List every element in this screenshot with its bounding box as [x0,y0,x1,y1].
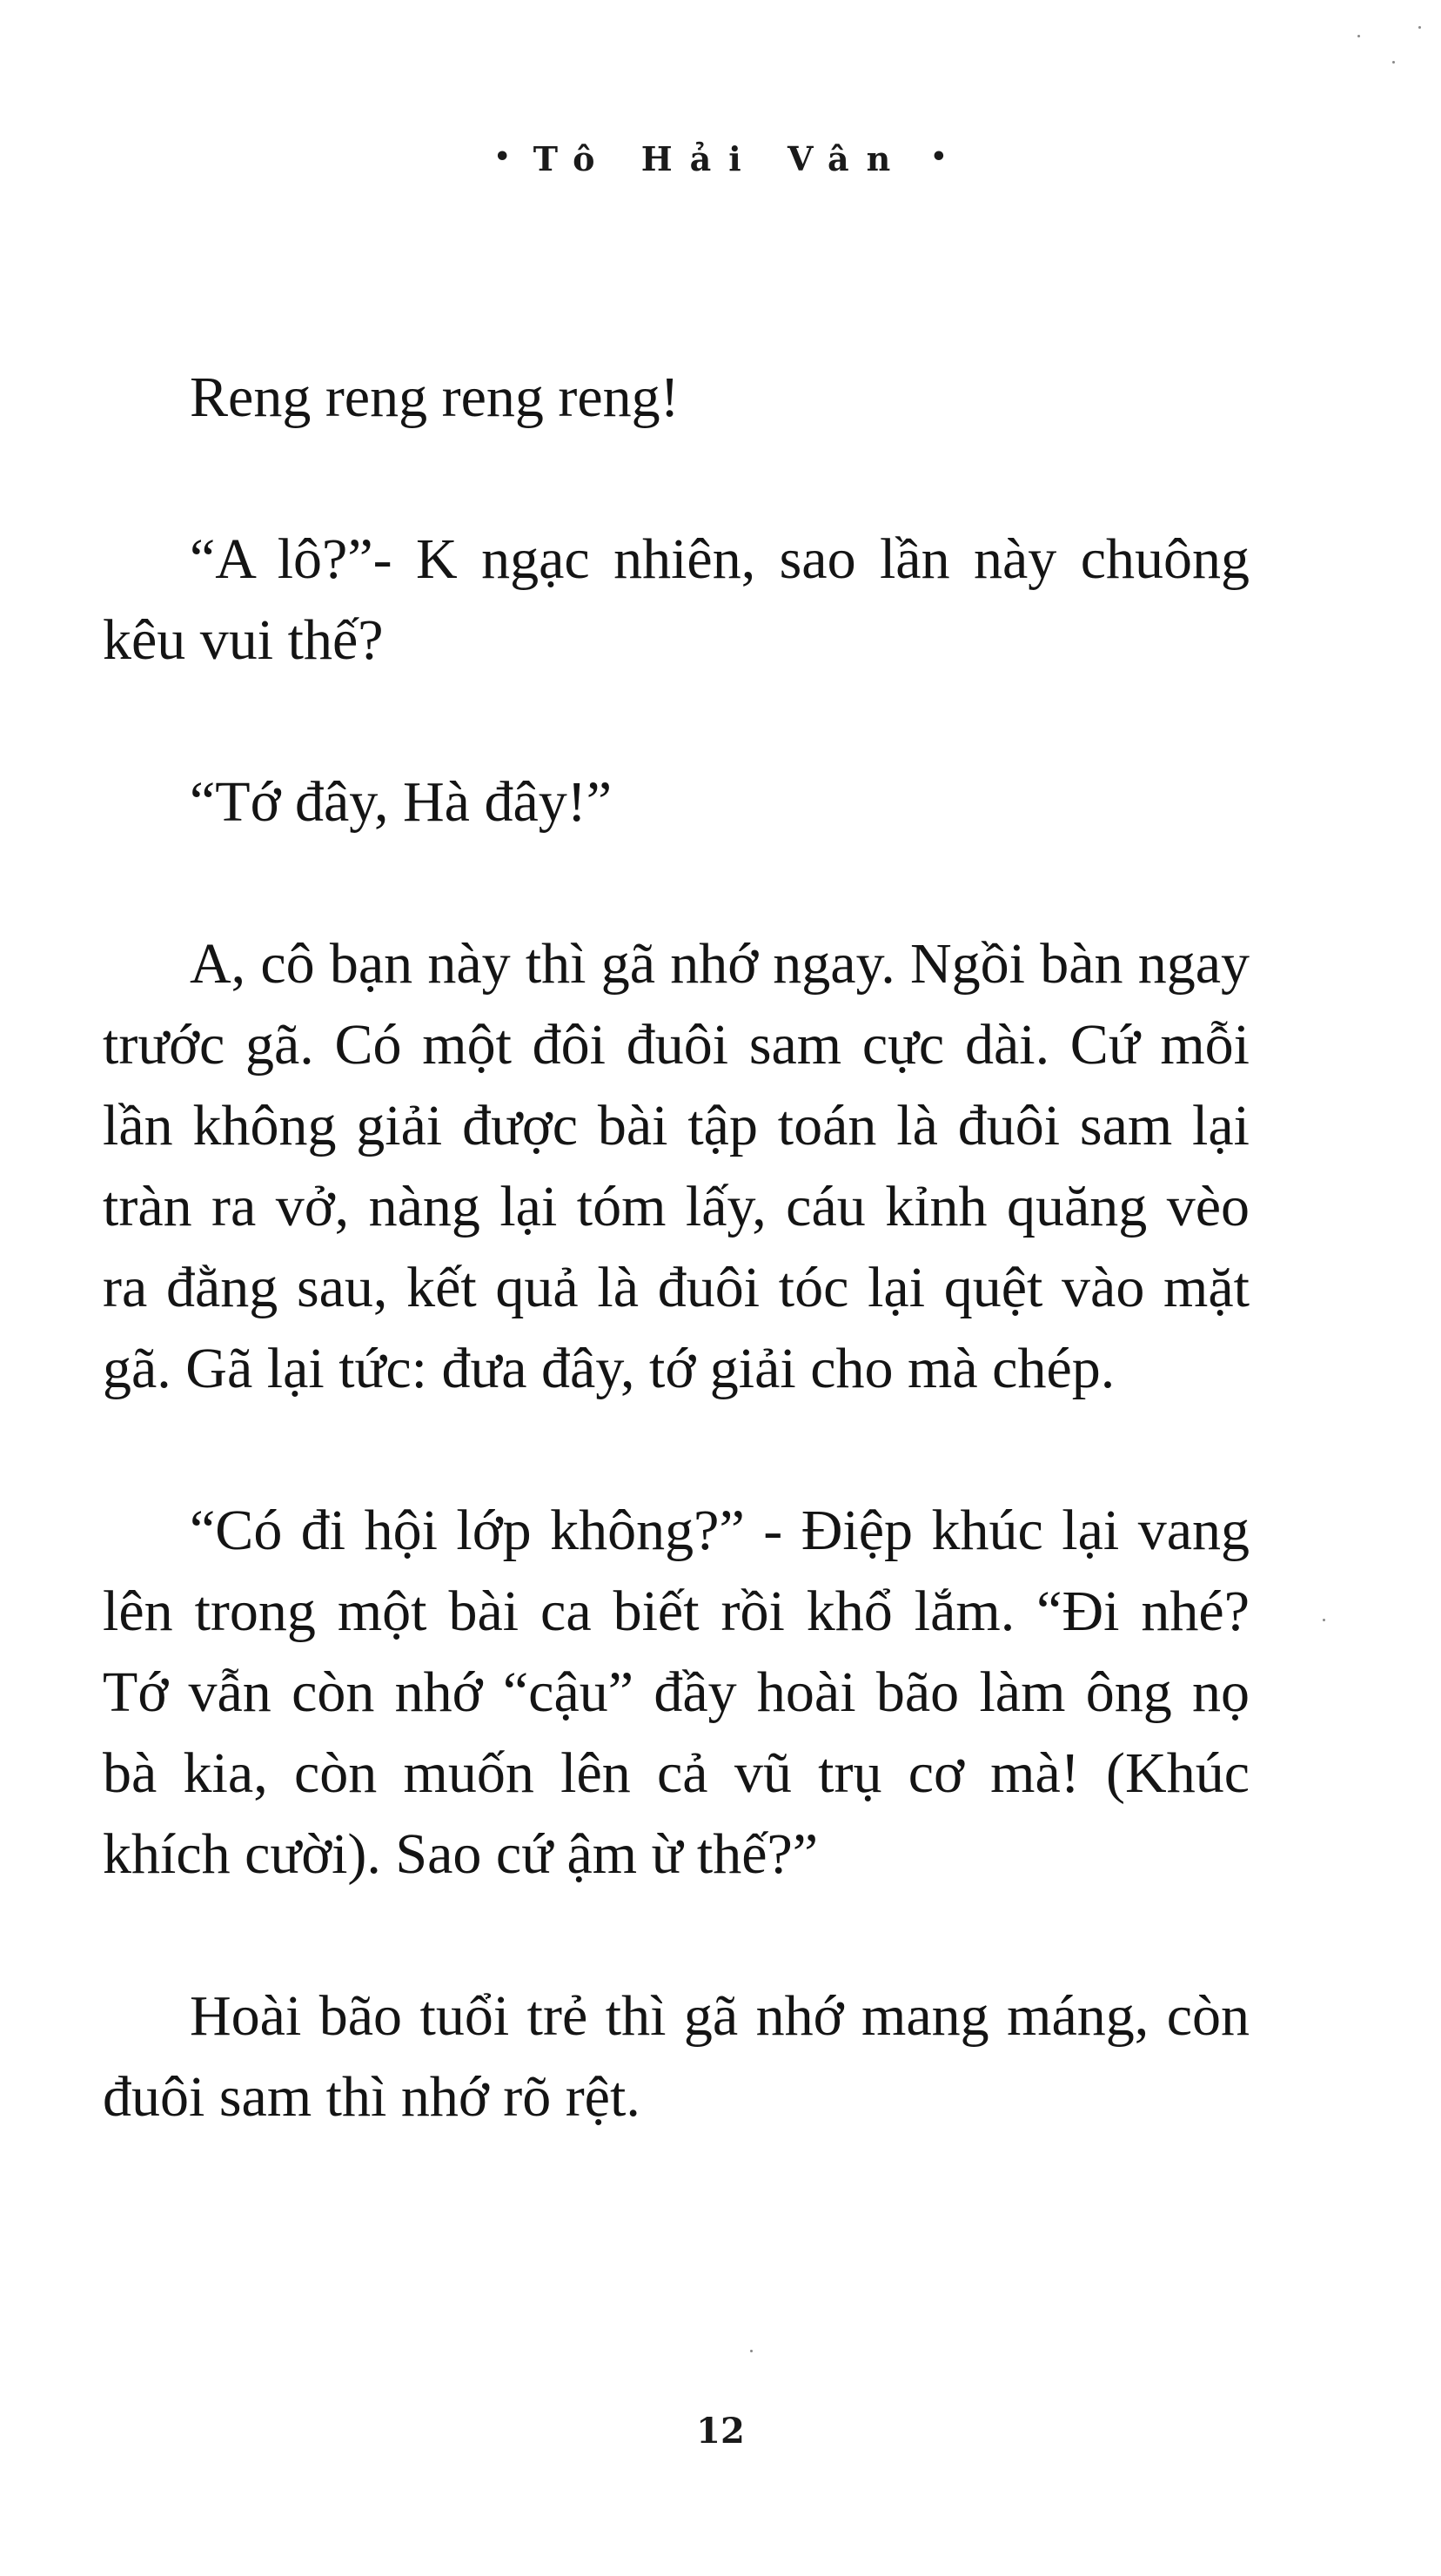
scan-speck [1418,26,1421,29]
scan-speck [750,2350,753,2352]
scan-speck [1357,35,1360,37]
paragraph-2: “A lô?”- K ngạc nhiên, sao lần này chuông kêu vui thế? [103,527,1250,672]
header-bullet-left: • [493,142,511,172]
author-name: Tô Hải Vân [533,139,908,178]
page-number: 12 [696,2411,745,2452]
paragraph-6: Hoài bão tuổi trẻ thì gã nhớ mang máng, còn đuôi sam thì nhớ rõ rệt. [103,1984,1250,2129]
paragraph-1: Reng reng reng reng! [190,366,680,429]
scan-speck [1323,1619,1325,1621]
paragraph-5: “Có đi hội lớp không?” - Điệp khúc lại vang lên trong một bài ca biết rồi khổ lắm. “Đi nhé? Tớ vẫn còn nhớ “cậu” đầy hoài bão làm ông nọ bà kia, còn muốn lên cả vũ trụ cơ mà! (Khúc khích cười). Sao cứ ậm ừ thế?” [103,1499,1250,1886]
paragraph-4: A, cô bạn này thì gã nhớ ngay. Ngồi bàn ngay trước gã. Có một đôi đuôi sam cực dài. Cứ mỗi lần không giải được bài tập toán là đuôi sam lại tràn ra vở, nàng lại tóm lấy, cáu kỉnh quăng vèo ra đằng sau, kết quả là đuôi tóc lại quệt vào mặt gã. Gã lại tức: đưa đây, tớ giải cho mà chép. [103,932,1250,1400]
body-text [103,357,1250,2137]
running-header [0,139,1441,178]
scan-speck [1392,61,1395,64]
paragraph-3: “Tớ đây, Hà đây!” [190,770,613,834]
header-bullet-right: • [930,142,948,172]
